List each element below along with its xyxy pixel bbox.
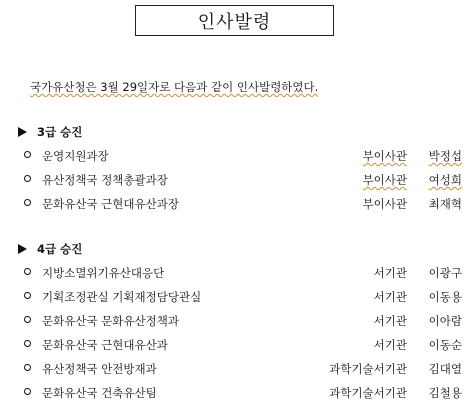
list-item — [24, 361, 465, 381]
person-name: 최재혁 — [428, 197, 462, 211]
person-name: 박정섭 — [428, 149, 462, 163]
person-name: 이동순 — [428, 338, 462, 352]
triangle-bullet-icon — [18, 127, 27, 137]
intro-sentence: 국가유산청은 3월 29일자로 다음과 같이 인사발령하였다. — [30, 80, 319, 94]
list-item — [24, 313, 465, 333]
rank: 서기관 — [373, 290, 407, 304]
circle-bullet-icon — [24, 175, 31, 182]
department: 문화유산국 근현대유산과 — [42, 338, 168, 352]
list-item — [24, 148, 465, 168]
person-name: 이동용 — [428, 290, 462, 304]
list-item — [24, 196, 465, 216]
rank: 부이사관 — [362, 197, 407, 211]
rank: 과학기술서기관 — [329, 386, 407, 400]
department: 지방소멸위기유산대응단 — [42, 266, 165, 280]
list-item — [24, 265, 465, 285]
person-name: 여성희 — [428, 173, 462, 187]
list-item — [24, 337, 465, 357]
intro-text — [30, 79, 318, 95]
department: 기획조정관실 기획재정담당관실 — [42, 290, 202, 304]
circle-bullet-icon — [24, 199, 31, 206]
list-item — [24, 172, 465, 192]
department: 문화유산국 문화유산정책과 — [42, 314, 179, 328]
rank: 부이사관 — [362, 173, 407, 187]
page-title — [135, 5, 334, 36]
person-name: 이광구 — [428, 266, 462, 280]
rank: 과학기술서기관 — [329, 362, 407, 376]
section-heading-label: 4급 승진 — [37, 242, 83, 256]
person-name: 이아람 — [428, 314, 462, 328]
circle-bullet-icon — [24, 268, 31, 275]
rank: 부이사관 — [362, 149, 407, 163]
rank: 서기관 — [373, 338, 407, 352]
department: 유산정책국 안전방재과 — [42, 362, 157, 376]
department: 문화유산국 건축유산팀 — [42, 386, 157, 400]
rank: 서기관 — [373, 314, 407, 328]
list-item — [24, 385, 465, 405]
circle-bullet-icon — [24, 316, 31, 323]
person-name: 김철용 — [428, 386, 462, 400]
circle-bullet-icon — [24, 340, 31, 347]
rank: 서기관 — [373, 266, 407, 280]
section-heading-grade4 — [18, 241, 82, 257]
circle-bullet-icon — [24, 388, 31, 395]
person-name: 김대열 — [428, 362, 462, 376]
circle-bullet-icon — [24, 364, 31, 371]
section-heading-grade3 — [18, 124, 82, 140]
page-title-text: 인사발령 — [197, 11, 272, 33]
list-item — [24, 289, 465, 309]
department: 유산정책국 정책총괄과장 — [42, 173, 168, 187]
department: 문화유산국 근현대유산과장 — [42, 197, 179, 211]
section-heading-label: 3급 승진 — [37, 125, 83, 139]
triangle-bullet-icon — [18, 244, 27, 254]
circle-bullet-icon — [24, 151, 31, 158]
department: 운영지원과장 — [42, 149, 109, 163]
circle-bullet-icon — [24, 292, 31, 299]
